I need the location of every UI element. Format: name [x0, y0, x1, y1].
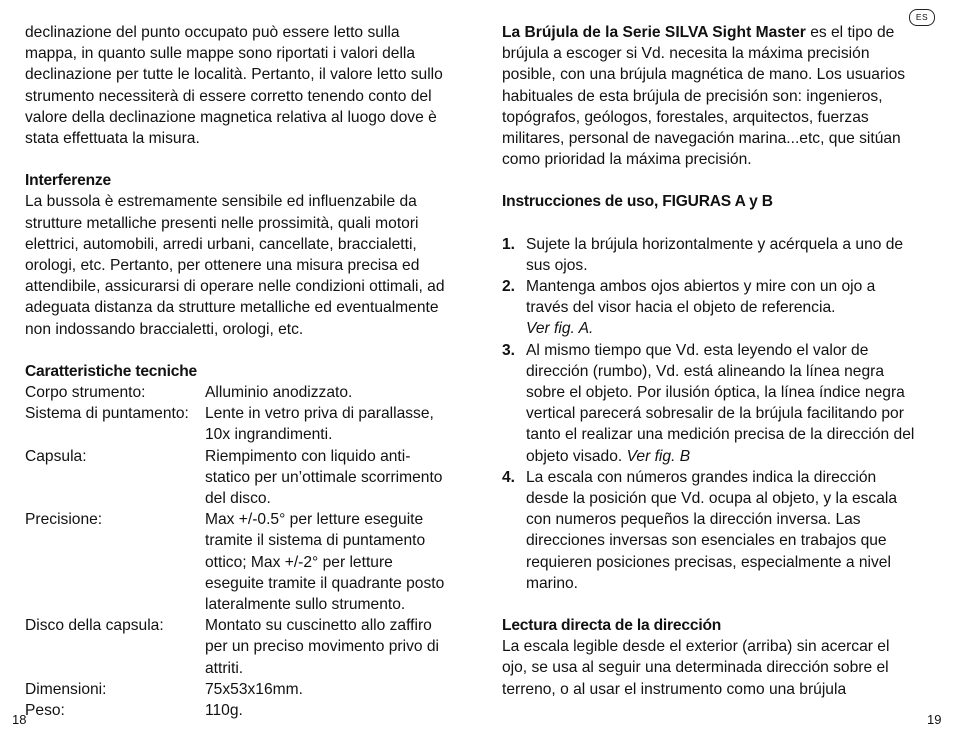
right-page: [477, 0, 954, 737]
spec-label: Dimensioni:: [25, 680, 107, 698]
reading-paragraph: La escala legible desde el exterior (arriba) sin acercar el ojo, se usa al seguir una determinada dirección sobre el terreno, o al usar el instrumento como una brújula: [502, 638, 890, 698]
page-number: 19: [927, 712, 942, 727]
spec-label: Sistema di puntamento:: [25, 405, 189, 423]
spec-value: Alluminio anodizzato.: [205, 384, 353, 402]
spacer: [25, 149, 455, 170]
spec-value: Riempimento con liquido anti-statico per un’ottimale scorrimento del disco.: [205, 447, 443, 508]
instructions-heading: Instrucciones de uso, FIGURAS A y B: [502, 193, 773, 211]
spacer: [502, 594, 917, 615]
figure-reference: Ver fig. B: [626, 447, 691, 465]
step-item: [502, 234, 917, 276]
page-number: 18: [12, 712, 27, 727]
spacer: [502, 213, 917, 234]
spec-label: Capsula:: [25, 447, 87, 465]
intro-paragraph: [502, 22, 917, 170]
spec-label: Corpo strumento:: [25, 384, 146, 402]
intro-text: es el tipo de brújula a escoger si Vd. necesita la máxima precisión posible, con una brújula magnética de mano. Los usuarios habituales de esta brújula de precisión son: ingenieros, topógrafos, geólogos, forestales, arquitectos, fuerzas militares, personal de navegación marina...etc, que sitúan como prioridad la máxima precisión.: [502, 24, 906, 169]
spec-row: [25, 403, 455, 445]
spec-value: 75x53x16mm.: [205, 680, 303, 698]
specs-table: [25, 382, 455, 721]
reading-heading: Lectura directa de la dirección: [502, 617, 722, 635]
step-item: [502, 276, 917, 340]
spec-label: Precisione:: [25, 511, 103, 529]
spacer: [502, 170, 917, 191]
spec-row: [25, 615, 455, 679]
spec-value: 110g.: [205, 702, 243, 720]
spec-row: [25, 509, 455, 615]
step-text: [526, 276, 917, 340]
spec-row: [25, 382, 455, 403]
language-badge: ES: [909, 9, 935, 26]
step-body: Al mismo tiempo que Vd. esta leyendo el valor de dirección (rumbo), Vd. está alineando la línea negra sobre el objeto. Por ilusión óptica, la línea índice negra vertical parecerá sobresalir de la brújula facilitando por tanto el realizar una medición precisa de la dirección del objeto visado.: [526, 341, 915, 465]
step-number: 4.: [502, 468, 516, 486]
instruction-steps: [502, 234, 917, 594]
spec-value: Max +/-0.5° per letture eseguite tramite il sistema di puntamento ottico; Max +/-2° per letture eseguite tramite il quadrante posto lateralmente sullo strumento.: [205, 511, 445, 614]
step-number: 3.: [502, 341, 516, 359]
step-body: La escala con números grandes indica la dirección desde la posición que Vd. ocupa al objeto, y la escala con numeros pequeños la dirección inversa. Las direcciones inversas son esenciales en trabajos que requieren posiciones precisas, especialmente a nivel marino.: [526, 468, 898, 592]
interference-heading: Interferenze: [25, 172, 111, 190]
spec-label: Disco della capsula:: [25, 617, 164, 635]
left-page-content: [25, 22, 455, 721]
spacer: [25, 340, 455, 361]
spec-label: Peso:: [25, 702, 65, 720]
right-page-content: [502, 22, 917, 700]
spec-row: [25, 679, 455, 700]
step-number: 1.: [502, 235, 516, 253]
spec-row: [25, 446, 455, 510]
step-body: Sujete la brújula horizontalmente y acérquela a uno de sus ojos.: [526, 235, 904, 274]
declination-paragraph: declinazione del punto occupato può essere letto sulla mappa, in quanto sulle mappe sono riportati i valori della declinazione per tutte le località. Pertanto, il valore letto sullo strumento necessiterà di essere corretto tenendo conto del valore della declinazione magnetica relativa al luogo dove è stata effettuata la misura.: [25, 24, 443, 148]
step-text: [526, 234, 917, 276]
intro-bold-lead: La Brújula de la Serie SILVA Sight Master: [502, 24, 806, 41]
interference-paragraph: La bussola è estremamente sensibile ed influenzabile da strutture metalliche presenti nelle prossimità, quali motori elettrici, automobili, arredi urbani, cancellate, braccialetti, orologi, etc. Pertanto, per ottenere una misura precisa ed attendibile, assicurarsi di operare nelle condizioni ottimali, ad adeguata distanza da strutture metalliche ed eventualmente non indossando braccialetti, orologi, etc.: [25, 193, 445, 338]
step-item: [502, 467, 917, 594]
step-body: Mantenga ambos ojos abiertos y mire con un ojo a través del visor hacia el objeto de referencia.: [526, 278, 876, 317]
step-number: 2.: [502, 278, 516, 296]
spec-value: Lente in vetro priva di parallasse, 10x ingrandimenti.: [205, 405, 434, 444]
step-text: [526, 340, 917, 467]
spec-row: [25, 700, 455, 721]
figure-reference: Ver fig. A.: [526, 320, 594, 338]
spec-value: Montato su cuscinetto allo zaffiro per un preciso movimento privo di attriti.: [205, 617, 440, 677]
step-item: [502, 340, 917, 467]
step-text: [526, 467, 917, 594]
specs-heading: Caratteristiche tecniche: [25, 362, 198, 380]
